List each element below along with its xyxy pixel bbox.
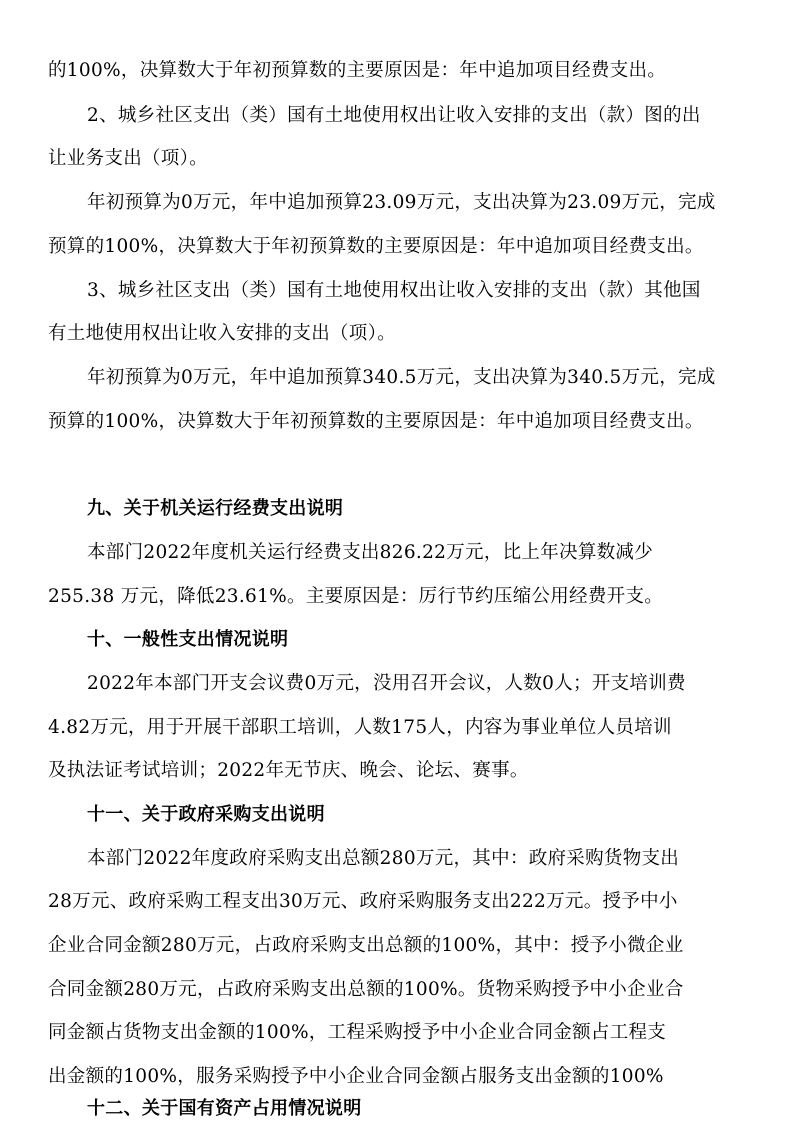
paragraph-line: 2、城乡社区支出（类）国有土地使用权出让收入安排的支出（款）图的出 [87, 105, 701, 126]
paragraph-line: 的100%，决算数大于年初预算数的主要原因是：年中追加项目经费支出。 [48, 60, 667, 81]
paragraph-line: 年初预算为0万元，年中追加预算23.09万元，支出决算为23.09万元，完成 [87, 192, 716, 213]
paragraph-line: 有土地使用权出让收入安排的支出（项）。 [48, 323, 396, 344]
paragraph-line: 及执法证考试培训；2022年无节庆、晚会、论坛、赛事。 [48, 760, 529, 781]
section-heading: 十、一般性支出情况说明 [87, 629, 289, 650]
paragraph-line: 企业合同金额280万元，占政府采购支出总额的100%，其中：授予小微企业 [48, 935, 684, 956]
paragraph-line: 本部门2022年度政府采购支出总额280万元，其中：政府采购货物支出 [87, 848, 680, 869]
paragraph-line: 4.82万元，用于开展干部职工培训，人数175人，内容为事业单位人员培训 [48, 717, 672, 738]
paragraph-line: 本部门2022年度机关运行经费支出826.22万元，比上年决算数减少 [87, 542, 654, 563]
paragraph-line: 出金额的100%，服务采购授予中小企业合同金额占服务支出金额的100% [48, 1066, 664, 1087]
section-heading: 十一、关于政府采购支出说明 [87, 804, 325, 825]
section-heading: 十二、关于国有资产占用情况说明 [87, 1098, 362, 1119]
paragraph-line: 预算的100%，决算数大于年初预算数的主要原因是：年中追加项目经费支出。 [48, 236, 704, 257]
paragraph-line: 合同金额280万元，占政府采购支出总额的100%。货物采购授予中小企业合 [48, 979, 684, 1000]
paragraph-line: 同金额占货物支出金额的100%，工程采购授予中小企业合同金额占工程支 [48, 1022, 667, 1043]
paragraph-line: 2022年本部门开支会议费0万元，没用召开会议，人数0人；开支培训费 [87, 673, 686, 694]
paragraph-line: 年初预算为0万元，年中追加预算340.5万元，支出决算为340.5万元，完成 [87, 367, 716, 388]
paragraph-line: 预算的100%，决算数大于年初预算数的主要原因是：年中追加项目经费支出。 [48, 411, 704, 432]
paragraph-line: 3、城乡社区支出（类）国有土地使用权出让收入安排的支出（款）其他国 [87, 280, 701, 301]
paragraph-line: 255.38 万元，降低23.61%。主要原因是：厉行节约压缩公用经费开支。 [48, 586, 664, 607]
section-heading: 九、关于机关运行经费支出说明 [87, 498, 344, 519]
paragraph-line: 让业务支出（项）。 [48, 148, 208, 169]
paragraph-line: 28万元、政府采购工程支出30万元、政府采购服务支出222万元。授予中小 [48, 891, 678, 912]
